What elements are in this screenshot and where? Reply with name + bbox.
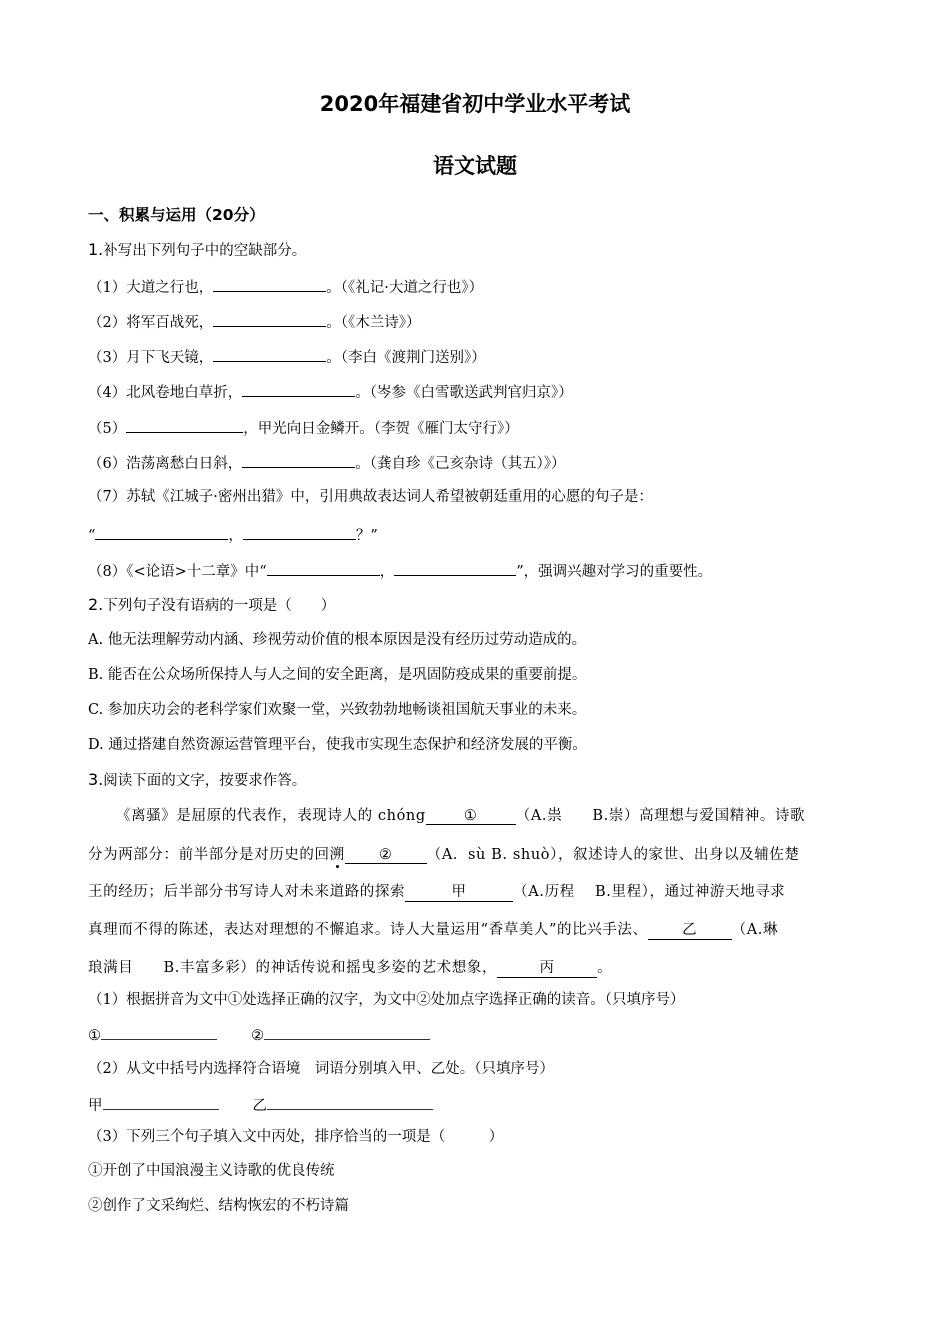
answer-label: ②: [251, 1028, 264, 1044]
answer-blank[interactable]: [264, 1024, 430, 1040]
answer-blank[interactable]: [394, 560, 516, 576]
passage-text: 王的经历；后半部分书写诗人对未来道路的探索: [88, 884, 406, 900]
item-prefix: （2）将军百战死，: [88, 315, 214, 331]
dotted-character: 溯: [329, 847, 345, 863]
answer-blank[interactable]: [126, 417, 243, 433]
question-number: 2.: [88, 595, 104, 614]
passage-text: 《离骚》是屈原的代表作，表现诗人的 chóng: [116, 808, 426, 824]
q1-item: [88, 381, 573, 403]
question-3-stem: [88, 770, 306, 791]
item-suffix: 。（李白《渡荆门送别》）: [326, 350, 486, 366]
answer-blank[interactable]: ①: [426, 808, 516, 825]
option-a: A. 他无法理解劳动内涵、珍视劳动价值的根本原因是没有经历过劳动造成的。: [88, 632, 587, 648]
question-number: 1.: [88, 240, 104, 259]
passage-text: 真理而不得的陈述，表达对理想的不懈追求。诗人大量运用“香草美人”的比兴手法、: [88, 922, 648, 938]
passage-text: 分为两部分：前半部分是对历史的回: [88, 847, 330, 863]
item-prefix: （4）北风卷地白草折，: [88, 385, 243, 401]
item-prefix: （5）: [88, 421, 127, 437]
passage-text: （A.历程 B.里程），通过神游天地寻求: [513, 884, 786, 900]
question-1-stem: [88, 240, 306, 261]
quote-open: “: [88, 528, 96, 544]
answer-blank[interactable]: [242, 381, 355, 397]
question-text: 下列句子没有语病的一项是（ ）: [103, 598, 336, 614]
answer-blank[interactable]: [213, 311, 326, 327]
q1-item-7-answer: [88, 524, 378, 546]
item-suffix: 。（龚自珍《己亥杂诗（其五）》）: [355, 456, 566, 472]
question-text: 补写出下列句子中的空缺部分。: [103, 243, 307, 259]
comma: ，: [228, 528, 243, 544]
sub-question-2-answer: [88, 1094, 433, 1116]
answer-blank[interactable]: 乙: [648, 918, 732, 940]
passage-line: [88, 880, 864, 902]
sub-question-2: （2）从文中括号内选择符合语境 词语分别填入甲、乙处。（只填序号）: [88, 1061, 554, 1077]
passage-line: [88, 843, 864, 864]
exam-title: 2020年福建省初中学业水平考试: [319, 92, 631, 116]
q1-item: [88, 346, 486, 368]
item-prefix: （3）月下飞天镜，: [88, 350, 214, 366]
comma: ，: [379, 564, 395, 580]
q1-item-7-text: （7）苏轼《江城子·密州出猎》中，引用典故表达词人希望被朝廷重用的心愿的句子是：: [88, 489, 653, 505]
item-suffix: 。（岑参《白雪歌送武判官归京》）: [355, 385, 573, 401]
passage-text: 琅满目 B.丰富多彩）的神话传说和摇曳多姿的艺术想象，: [88, 960, 498, 976]
item-suffix: 。（《木兰诗》）: [326, 315, 421, 331]
answer-blank[interactable]: [103, 1094, 219, 1110]
answer-label: 甲: [88, 1098, 103, 1114]
passage-text: （A．sù B. shuò），叙述诗人的家世、出身以及辅佐楚: [426, 847, 800, 863]
q1-item: [88, 311, 420, 333]
answer-blank[interactable]: [213, 346, 326, 362]
item-suffix: 。（《礼记·大道之行也》）: [326, 280, 484, 296]
option-c: C. 参加庆功会的老科学家们欢聚一堂，兴致勃勃地畅谈祖国航天事业的未来。: [88, 702, 587, 718]
quote-close: ？”: [355, 528, 378, 544]
item-suffix: ”，强调兴趣对学习的重要性。: [516, 564, 713, 580]
q1-item: [88, 417, 519, 439]
question-2-stem: [88, 595, 335, 616]
item-prefix: （6）浩荡离愁白日斜，: [88, 456, 243, 472]
item-suffix: ，甲光向日金鳞开。（李贺《雁门太守行》）: [243, 421, 519, 437]
sub-question-3: （3）下列三个句子填入文中丙处，排序恰当的一项是（ ）: [88, 1129, 504, 1145]
answer-blank[interactable]: ②: [345, 847, 427, 864]
q1-item-8: [88, 560, 712, 582]
passage-text: （A.祟 B.崇）高理想与爱国精神。诗歌: [515, 808, 806, 824]
passage-text: （A.琳: [731, 922, 779, 938]
sentence-option-1: ①开创了中国浪漫主义诗歌的优良传统: [88, 1163, 335, 1179]
passage-line: [116, 804, 892, 825]
answer-blank[interactable]: [95, 524, 228, 540]
q1-item: [88, 452, 565, 474]
section-heading: 一、积累与运用（20分）: [88, 206, 265, 224]
answer-blank[interactable]: [242, 452, 355, 468]
item-prefix: （1）大道之行也，: [88, 280, 214, 296]
answer-label: 乙: [252, 1098, 267, 1114]
option-b: B. 能否在公众场所保持人与人之间的安全距离，是巩固防疫成果的重要前提。: [88, 667, 587, 683]
sub-question-1-answer: [88, 1024, 430, 1046]
item-prefix: （8）《<论语>十二章》中“: [88, 564, 267, 580]
option-d: D. 通过搭建自然资源运营管理平台，使我市实现生态保护和经济发展的平衡。: [88, 737, 587, 753]
question-number: 3.: [88, 770, 104, 789]
passage-text: 。: [597, 960, 613, 976]
answer-blank[interactable]: [267, 1094, 433, 1110]
passage-line: [88, 918, 864, 940]
answer-blank[interactable]: 甲: [405, 880, 513, 902]
exam-subtitle: 语文试题: [433, 154, 517, 178]
sentence-option-2: ②创作了文采绚烂、结构恢宏的不朽诗篇: [88, 1198, 349, 1214]
answer-label: ①: [88, 1028, 101, 1044]
sub-question-1: （1）根据拼音为文中①处选择正确的汉字，为文中②处加点字选择正确的读音。（只填序号）: [88, 992, 685, 1008]
answer-blank[interactable]: [267, 560, 380, 576]
q1-item: [88, 276, 483, 298]
question-text: 阅读下面的文字，按要求作答。: [103, 773, 307, 789]
answer-blank[interactable]: [101, 1024, 217, 1040]
answer-blank[interactable]: [243, 524, 356, 540]
answer-blank[interactable]: 丙: [497, 956, 597, 978]
answer-blank[interactable]: [213, 276, 326, 292]
passage-line: [88, 956, 864, 978]
